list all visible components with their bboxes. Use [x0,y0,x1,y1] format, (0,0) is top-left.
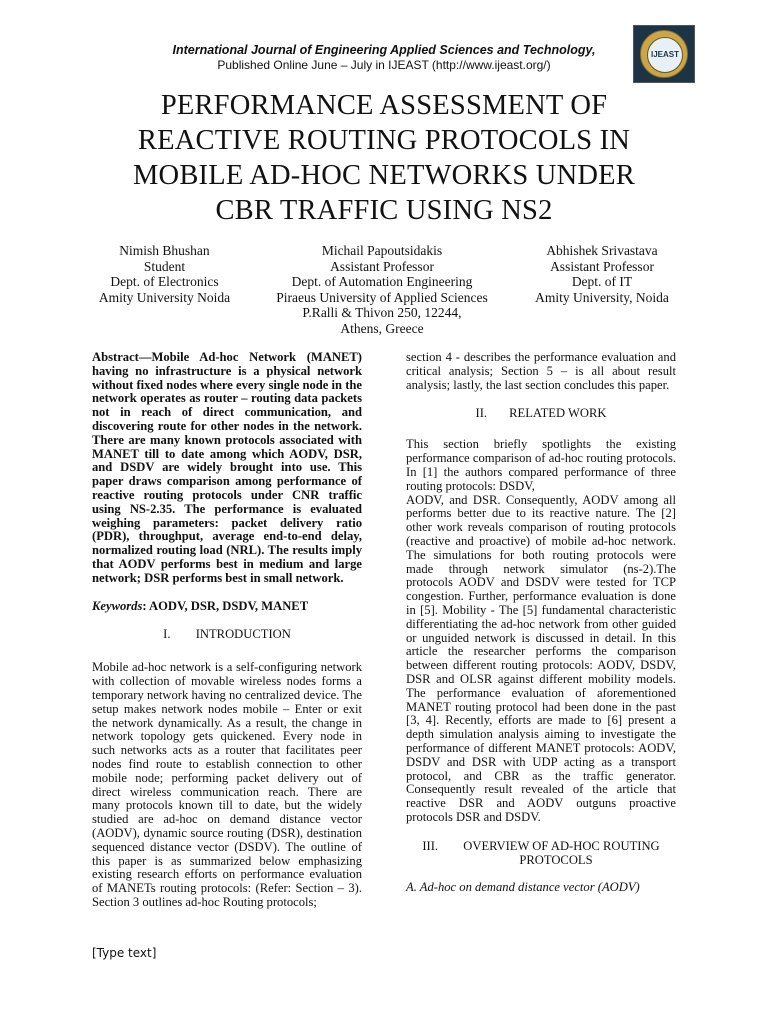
author-role: Assistant Professor [550,258,654,274]
related-work-text-b: AODV, and DSR. Consequently, AODV among all performs better due to its reactive nature. The [2] other work reveals comparison of routing protocols (reactive and proactive) of mobile ad-hoc network. The simulations for both routing protocols were made through network simulator (ns-2).The protocols AODV and DSDV were tested for TCP congestion. Further, performance evaluation is done in [5]. Mobility - The [5] fundamental characteristic differentiating the ad-hoc network from other guided or unguided network is discussed in detail. In this article the researcher performs the comparison between different routing protocols: AODV, DSDV, DSR and OLSR against different mobility models. The performance evaluation of aforementioned MANET routing protocol had been done in the past [3, 4]. Recently, efforts are made to [6] present a depth simulation analysis aiming to investigate the performance of different MANET protocols: AODV, DSDV and DSR with UDP acting as a transport protocol, and CBR as the traffic generator. Consequently result revealed of the article that reactive DSR and AODV outguns proactive protocols DSR and DSDV. [406,492,676,824]
keywords-values: : AODV, DSR, DSDV, MANET [142,598,309,613]
section-number: III. [422,838,439,853]
section-title: INTRODUCTION [195,627,291,642]
author-name: Nimish Bhushan [119,243,210,258]
author-affiliation: Amity University, Noida [535,289,669,305]
author-address: P.Ralli & Thivon 250, 12244, [302,305,462,320]
left-column [92,351,362,910]
author-dept: Dept. of Electronics [110,274,219,289]
keywords-label: Keywords [92,598,143,613]
author-role: Student [143,258,186,274]
journal-logo [633,25,695,83]
published-line: Published Online June – July in IJEAST (http://www.ijeast.org/) [217,58,551,72]
section-number: I. [163,627,171,642]
author-block-1 [82,243,247,305]
author-name: Michail Papoutsidakis [321,243,443,258]
journal-name: International Journal of Engineering Applied Sciences and Technology, [172,43,596,57]
author-block-3 [524,243,680,305]
section-title: OVERVIEW OF AD-HOC ROUTING [463,838,660,853]
section-title: RELATED WORK [509,406,607,421]
section-number: II. [475,406,488,421]
introduction-continued: section 4 - describes the performance evaluation and critical analysis; Section 5 – is all about result analysis; lastly, the last section concludes this paper. [406,350,676,392]
author-affiliation: Amity University Noida [98,289,231,305]
title-line: PERFORMANCE ASSESSMENT OF [160,90,608,121]
subsection-aodv: A. Ad-hoc on demand distance vector (AODV) [406,879,640,894]
author-city: Athens, Greece [340,320,424,336]
section-heading-introduction [92,627,362,641]
author-role: Assistant Professor [330,258,434,274]
author-dept: Dept. of IT [571,274,633,289]
title-line: CBR TRAFFIC USING NS2 [215,195,553,226]
keywords-line [92,600,362,614]
title-line: MOBILE AD-HOC NETWORKS UNDER [133,160,635,191]
logo-text: IJEAST [650,50,679,59]
logo-seal-icon [640,30,688,78]
title-line: REACTIVE ROUTING PROTOCOLS IN [137,125,631,156]
section-heading-overview [406,839,676,867]
author-affiliation: Piraeus University of Applied Sciences [276,289,488,305]
author-dept: Dept. of Automation Engineering [291,274,473,289]
section-heading-related-work [406,406,676,420]
related-work-text-a: This section briefly spotlights the existing performance comparison of ad-hoc routing protocols. In [1] the authors compared performance of three routing protocols: DSDV, [406,437,676,493]
introduction-text: Mobile ad-hoc network is a self-configuring network with collection of movable wireless nodes forms a temporary network having no centralized device. The setup makes network nodes mobile – Enter or exit the network dynamically. As a result, the change in network topology gets quickened. Every node in such networks acts as a router that facilitates peer nodes find route to establish connection to other mobile node; performing packet delivery out of direct wireless communication reach. There are many protocols known till to date, but the widely studied are ad-hoc on demand distance vector (AODV), dynamic source routing (DSR), destination sequenced distance vector (DSDV). The outline of this paper is as summarized below emphasizing existing research efforts on performance evaluation of MANETs routing protocols: (Refer: Section – 3). Section 3 outlines ad-hoc Routing protocols; [92,660,362,909]
paper-title [40,88,728,228]
abstract: Abstract—Mobile Ad-hoc Network (MANET) having no infrastructure is a physical network without fixed nodes where every single node in the network operates as router – routing data packets not in reach of direct communication, and discovering route for other nodes in the network. There are many known protocols associated with MANET till to date among which AODV, DSR, and DSDV are widely brought into use. This paper draws comparison among performance of reactive routing protocols under CNR traffic using NS-2.35. The performance is evaluated weighing parameters: packet delivery ratio (PDR), throughput, average end-to-end delay, normalized routing load (NRL). The results imply that AODV performs best in medium and large network; DSR performs best in small network. [92,350,362,585]
right-column [406,351,676,895]
footer-placeholder: [Type text] [92,946,157,960]
author-block-2 [262,243,502,336]
section-title-cont: PROTOCOLS [519,852,593,867]
author-name: Abhishek Srivastava [546,243,658,258]
